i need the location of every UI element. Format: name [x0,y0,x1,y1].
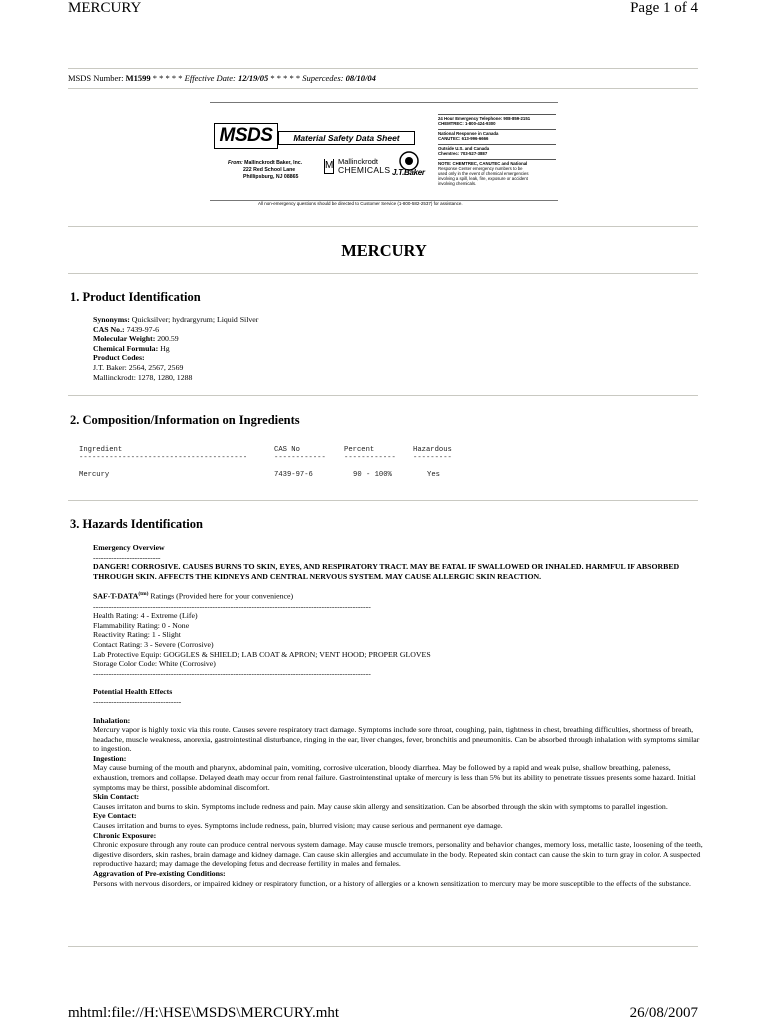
health-rating: Health Rating: 4 - Extreme (Life) [93,611,198,621]
divider [68,88,698,89]
contact-line: CANUTEC: 613-996-6666 [438,136,489,141]
from-line: Phillipsburg, NJ 08865 [243,174,299,180]
divider [68,500,698,501]
separator-stars: * * * * * [270,73,301,83]
table-cell-cas: 7439-97-6 [274,471,313,479]
contact-block [438,144,556,156]
contact-line: Chemtrec: 703-527-3887 [438,151,488,156]
contact-line: NOTE: CHEMTREC, CANUTEC and National [438,161,528,166]
separator-stars: * * * * * [152,73,183,83]
contact-line: involving chemicals. [438,181,477,186]
cas-label: CAS No.: [93,324,125,334]
product-identification [93,315,258,382]
from-address [228,160,302,181]
saf-t-data-note: Ratings (Provided here for your convenience) [148,591,294,601]
msds-logo-group [214,123,410,149]
from-line: 222 Red School Lane [243,167,296,173]
footer-path: mhtml:file://H:\HSE\MSDS\MERCURY.mht [68,1005,340,1021]
msds-number: M1599 [125,73,151,83]
section-3-heading: 3. Hazards Identification [70,517,203,531]
dashes: ----------------------------------------------------------------------------------------------------------- [93,601,371,611]
table-cell-percent: 90 - 100% [353,471,392,479]
saf-t-data-label: SAF-T-DATA [93,591,139,601]
from-line: Mallinckrodt Baker, Inc. [244,160,303,166]
molecular-weight-label: Molecular Weight: [93,334,156,344]
product-codes-jtbaker: J.T. Baker: 2564, 2567, 2569 [93,362,184,372]
danger-statement: DANGER! CORROSIVE. CAUSES BURNS TO SKIN, EYES, AND RESPIRATORY TRACT. MAY BE FATAL IF SWALLOWED OR INHALED. HARMFUL IF ABSORBED THROUGH SKIN. AFFECTS THE KIDNEYS AND CENTRAL NERVOUS SYSTEM. MAY CAUSE ALLERGIC SKIN REACTION. [93,562,680,581]
contact-line: National Response in Canada [438,131,499,136]
msds-number-line [68,73,376,83]
jtbaker-name: J.T.Baker [392,168,425,177]
skin-contact-label: Skin Contact: [93,792,140,802]
potential-health-effects-heading: Potential Health Effects [93,687,173,697]
dashes: ---------------------------------- [93,696,182,706]
chronic-exposure-label: Chronic Exposure: [93,830,157,840]
inhalation-text: Mercury vapor is highly toxic via this route. Causes severe respiratory tract damage. Symptoms include sore throat, coughing, pain, tightness in chest, breathing difficulties, shortness of breath, headache, muscle weakness, anorexia, gastrointestinal disturbance, ringing in the ear, liver changes, fever, bronchitis and pneumonitis. Can be absorbed through inhalation with symptoms similar to ingestion. [93,725,700,754]
contact-line: involving a spill, leak, fire, exposure or accident [438,176,528,181]
aggravation-label: Aggravation of Pre-existing Conditions: [93,869,226,878]
contact-line: Outside U.S. and Canada [438,146,490,151]
divider [68,946,698,947]
contact-block [438,129,556,141]
dashes: ----------------------------------------------------------------------------------------------------------- [93,668,371,678]
footer-date: 26/08/2007 [629,1005,698,1021]
table-dashes: --------- [413,454,452,462]
aggravation-text: Persons with nervous disorders, or impaired kidney or respiratory function, or a history of allergies or a known sensitization to mercury may be more susceptible to the effects of the substance. [93,878,691,888]
emergency-overview-heading: Emergency Overview [93,543,165,552]
product-codes-label: Product Codes: [93,353,145,363]
storage-color-code: Storage Color Code: White (Corrosive) [93,659,216,669]
skin-contact-text: Causes irritaton and burns to skin. Symptoms include redness and pain. May cause skin allergy and sensitization. Can be absorbed through the skin with symptoms to parallel ingestion. [93,801,668,811]
page-number: Page 1 of 4 [630,0,698,16]
msds-logo: MSDS [214,123,278,149]
table-dashes: ------------ [344,454,396,462]
table-cell-hazardous: Yes [427,471,440,479]
supersedes-label: Supercedes: [302,73,344,83]
effective-date-label: Effective Date: [184,73,236,83]
chronic-exposure-text: Chronic exposure through any route can produce central nervous system damage. May cause muscle tremors, personality and behavior changes, memory loss, metallic taste, loosening of the teeth, digestive disorders, skin rashes, brain damage and kidney damage. Can cause skin allergies and accumulate in the body. Repeated skin contact can cause the skin to turn gray in color. A suspected reproductive hazard; may damage the developing fetus and decrease fertility in males and females. [93,840,703,869]
contact-rating: Contact Rating: 3 - Severe (Corrosive) [93,639,214,649]
divider [68,68,698,69]
contact-line: 24 Hour Emergency Telephone: 908-859-2151 [438,116,531,121]
divider [68,395,698,396]
supersedes-date: 08/10/04 [345,73,376,83]
lab-protective-equipment: Lab Protective Equip: GOGGLES & SHIELD; LAB COAT & APRON; VENT HOOD; PROPER GLOVES [93,649,431,659]
dashes: -------------------------- [93,552,161,562]
column-header-ingredient: Ingredient [79,446,123,454]
effective-date: 12/19/05 [238,73,269,83]
formula-value: Hg [160,343,170,353]
contact-line: Response Center emergency numbers to be [438,166,523,171]
synonyms-value: Quicksilver; hydrargyrum; Liquid Silver [131,315,259,324]
mallinckrodt-name [338,158,390,174]
reactivity-rating: Reactivity Rating: 1 - Slight [93,630,181,640]
banner-footer: All non-emergency questions should be directed to Customer Service (1-800-582-2537) for assistance. [258,201,463,206]
emergency-contacts [438,114,556,189]
table-cell-ingredient: Mercury [79,471,110,479]
mallinckrodt-line: CHEMICALS [338,165,391,175]
ingestion-text: May cause burning of the mouth and pharynx, abdominal pain, vomiting, corrosive ulceration, bloody diarrhea. May be followed by a rapid and weak pulse, shallow breathing, paleness, exhaustion, tremors and collapse. Delayed death may occur from renal failure. Gastrointenstinal uptake of mercury is less than 5% but its ability to penetrate tissues presents some hazard. Initial symptoms may be thirst, possible abdominal discomfort. [93,763,696,792]
document-title: MERCURY [341,241,427,260]
table-dashes: --------------------------------------- [79,454,248,462]
synonyms-label: Synonyms: [93,315,130,324]
section-1-heading: 1. Product Identification [70,290,201,304]
contact-block [438,159,556,186]
ingestion-label: Ingestion: [93,753,127,763]
page-header-title: MERCURY [68,0,142,16]
cas-value: 7439-97-6 [126,324,160,334]
inhalation-label: Inhalation: [93,715,131,725]
contact-line: CHEMTREC: 1-800-424-9300 [438,121,496,126]
msds-number-label: MSDS Number: [68,73,124,83]
msds-banner [210,102,558,212]
msds-subtitle: Material Safety Data Sheet [278,131,415,145]
section-2-heading: 2. Composition/Information on Ingredients [70,413,300,427]
divider [68,273,698,274]
trademark: (tm) [138,591,149,598]
table-dashes: ------------ [274,454,326,462]
mallinckrodt-logo-icon: M [324,159,334,174]
column-header-cas: CAS No [274,446,300,454]
contact-line: used only in the event of chemical emergencies [438,171,529,176]
molecular-weight-value: 200.59 [157,334,179,344]
divider [68,226,698,227]
column-header-hazardous: Hazardous [413,446,452,454]
column-header-percent: Percent [344,446,375,454]
contact-block [438,114,556,126]
product-codes-mallinckrodt: Mallinckrodt: 1278, 1280, 1288 [93,372,193,382]
hazards-identification [93,543,705,888]
eye-contact-text: Causes irritation and burns to eyes. Symptoms include redness, pain, blurred vision; may cause serious and permanent eye damage. [93,821,503,831]
flammability-rating: Flammability Rating: 0 - None [93,620,190,630]
mallinckrodt-line: Mallinckrodt [338,157,379,166]
formula-label: Chemical Formula: [93,343,159,353]
eye-contact-label: Eye Contact: [93,811,137,821]
from-label: From: [228,160,243,166]
